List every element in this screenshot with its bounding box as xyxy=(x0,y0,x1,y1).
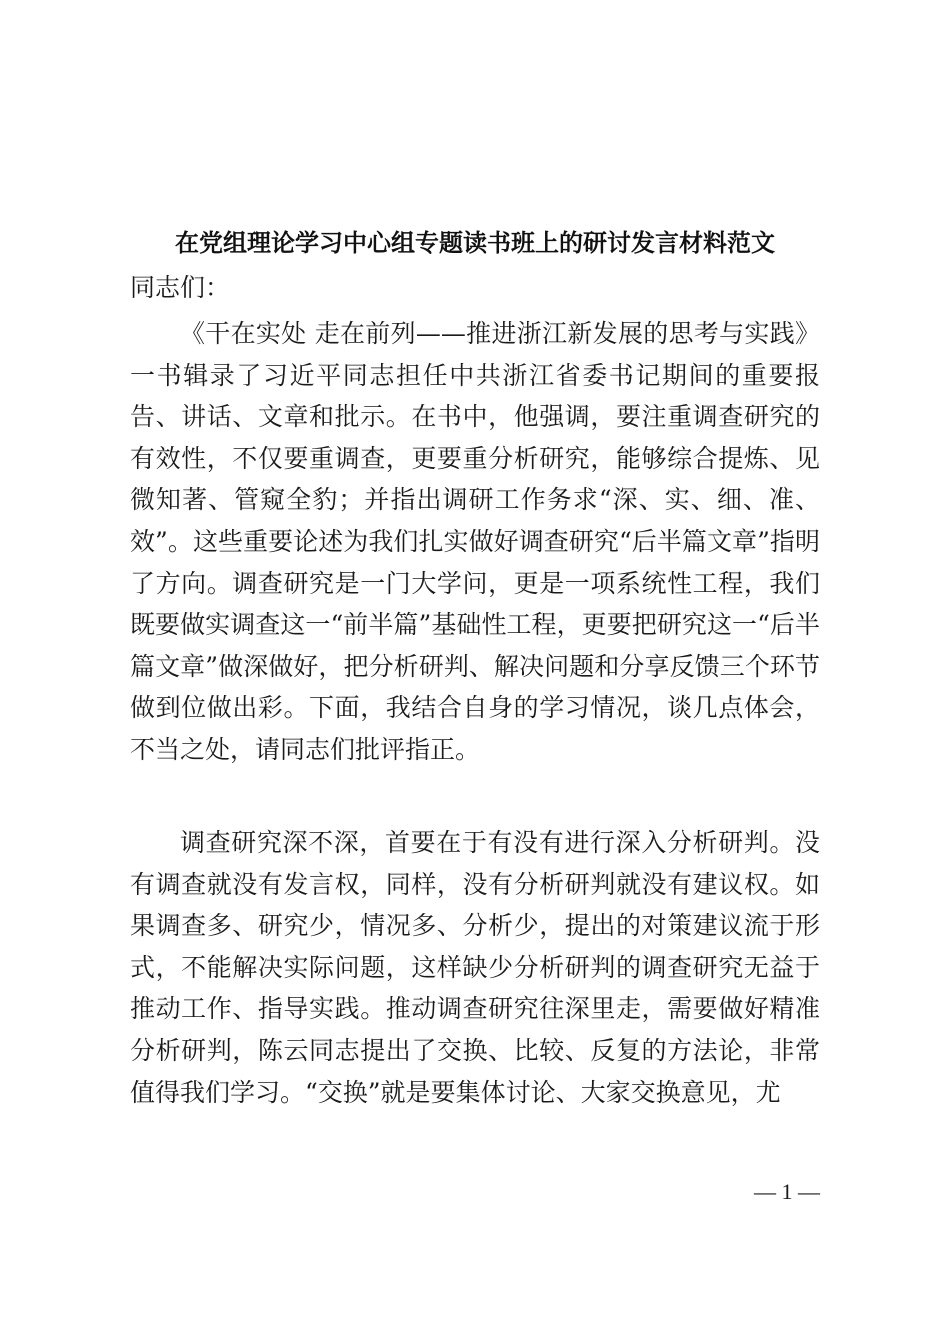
page-number: — 1 — xyxy=(754,1179,820,1204)
document-title: 在党组理论学习中心组专题读书班上的研讨发言材料范文 xyxy=(175,229,775,257)
salutation: 同志们： xyxy=(130,273,231,302)
body-paragraph-1: 《干在实处 走在前列——推进浙江新发展的思考与实践》一书辑录了习近平同志担任中共浙江省委书记期间的重要报告、讲话、文章和批示。在书中，他强调，要注重调查研究的有效性，不仅要重调查，更要重分析研究，能够综合提炼、见微知著、管窥全豹；并指出调研工作务求“深、实、细、准、效”。这些重要论述为我们扎实做好调查研究“后半篇文章”指明了方向。调查研究是一门大学问，更是一项系统性工程，我们既要做实调查这一“前半篇”基础性工程，更要把研究这一“后半篇文章”做深做好，把分析研判、解决问题和分享反馈三个环节做到位做出彩。下面，我结合自身的学习情况，谈几点体会，不当之处，请同志们批评指正。 xyxy=(130,319,820,764)
body-paragraph-2: 调查研究深不深，首要在于有没有进行深入分析研判。没有调查就没有发言权，同样，没有分析研判就没有建议权。如果调查多、研究少，情况多、分析少，提出的对策建议流于形式，不能解决实际问题，这样缺少分析研判的调查研究无益于推动工作、指导实践。推动调查研究往深里走，需要做好精准分析研判，陈云同志提出了交换、比较、反复的方法论，非常值得我们学习。“交换”就是要集体讨论、大家交换意见，尤 xyxy=(130,828,820,1107)
